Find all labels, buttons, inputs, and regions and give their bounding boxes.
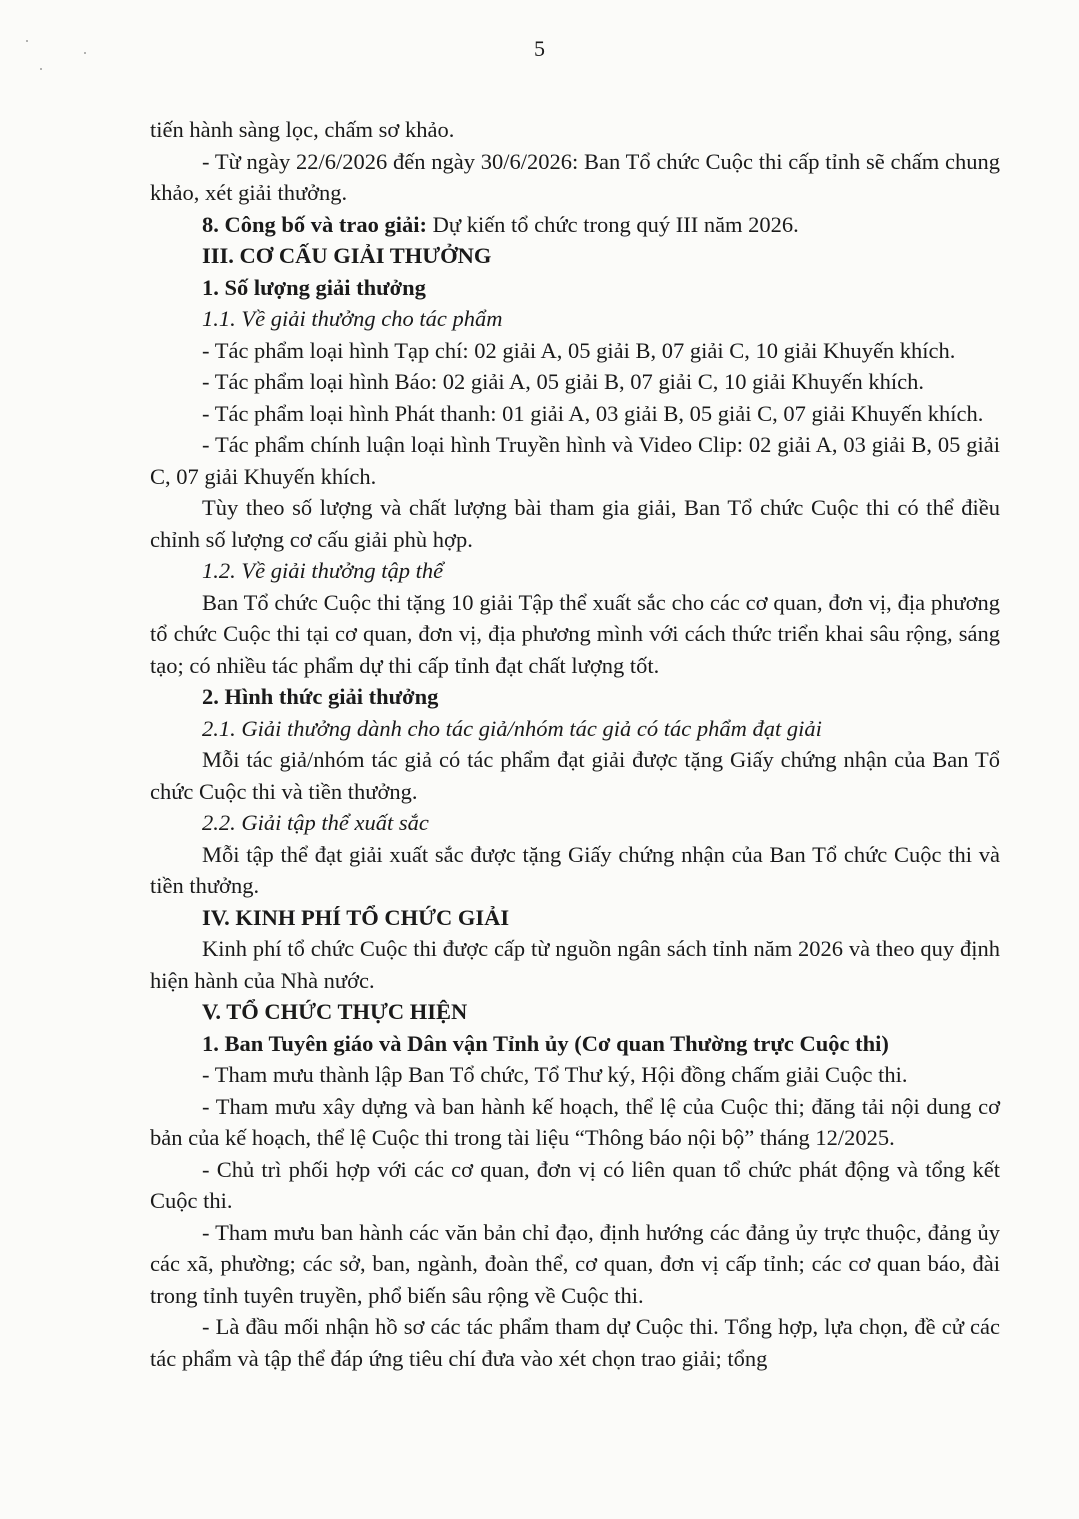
paragraph: - Tác phẩm loại hình Phát thanh: 01 giải A, 03 giải B, 05 giải C, 07 giải Khuyến khích. [202,400,984,426]
paragraph: - Tác phẩm loại hình Tạp chí: 02 giải A, 05 giải B, 07 giải C, 10 giải Khuyến khích. [202,337,956,363]
page-number: 5 [534,36,545,61]
paragraph: Kinh phí tổ chức Cuộc thi được cấp từ nguồn ngân sách tỉnh năm 2026 và theo quy định hiện hành của Nhà nước. [150,936,1000,993]
document-body [150,114,1000,1374]
paragraph: Ban Tổ chức Cuộc thi tặng 10 giải Tập thể xuất sắc cho các cơ quan, đơn vị, địa phương tổ chức Cuộc thi tại cơ quan, đơn vị, địa phương mình với cách thức triển khai sâu rộng, sáng tạo; có nhiều tác phẩm dự thi cấp tỉnh đạt chất lượng tốt. [150,589,1000,678]
subsection-heading: 1. Số lượng giải thưởng [202,274,426,300]
sub-subsection-heading: 2.2. Giải tập thể xuất sắc [202,810,429,835]
inline-text: Dự kiến tổ chức trong quý III năm 2026. [427,211,799,237]
section-heading: IV. KINH PHÍ TỔ CHỨC GIẢI [202,904,510,930]
sub-subsection-heading: 1.2. Về giải thưởng tập thể [202,558,444,583]
paragraph: - Tác phẩm loại hình Báo: 02 giải A, 05 giải B, 07 giải C, 10 giải Khuyến khích. [202,369,924,394]
subsection-heading: 1. Ban Tuyên giáo và Dân vận Tỉnh ủy (Cơ quan Thường trực Cuộc thi) [202,1030,889,1056]
inline-heading: 8. Công bố và trao giải: [202,211,427,237]
section-heading: V. TỔ CHỨC THỰC HIỆN [202,999,468,1024]
paragraph: Tùy theo số lượng và chất lượng bài tham gia giải, Ban Tổ chức Cuộc thi có thể điều chỉnh số lượng cơ cấu giải phù hợp. [150,495,1000,552]
paragraph: Mỗi tác giả/nhóm tác giả có tác phẩm đạt giải được tặng Giấy chứng nhận của Ban Tổ chức Cuộc thi và tiền thưởng. [150,747,1000,804]
paragraph: - Tham mưu xây dựng và ban hành kế hoạch, thể lệ của Cuộc thi; đăng tải nội dung cơ bản của kế hoạch, thể lệ Cuộc thi trong tài liệu “Thông báo nội bộ” tháng 12/2025. [150,1093,1000,1150]
subsection-heading: 2. Hình thức giải thưởng [202,684,439,709]
paragraph: - Tác phẩm chính luận loại hình Truyền hình và Video Clip: 02 giải A, 03 giải B, 05 giải C, 07 giải Khuyến khích. [150,432,1000,489]
sub-subsection-heading: 1.1. Về giải thưởng cho tác phẩm [202,306,503,331]
paragraph: Mỗi tập thể đạt giải xuất sắc được tặng Giấy chứng nhận của Ban Tổ chức Cuộc thi và tiền thưởng. [150,841,1000,898]
paragraph: - Là đầu mối nhận hồ sơ các tác phẩm tham dự Cuộc thi. Tổng hợp, lựa chọn, đề cử các tác phẩm và tập thể đáp ứng tiêu chí đưa vào xét chọn trao giải; tổng [150,1314,1000,1371]
paragraph: - Từ ngày 22/6/2026 đến ngày 30/6/2026: Ban Tổ chức Cuộc thi cấp tỉnh sẽ chấm chung khảo, xét giải thưởng. [150,148,1000,205]
paragraph: - Tham mưu ban hành các văn bản chỉ đạo, định hướng các đảng ủy trực thuộc, đảng ủy các xã, phường; các sở, ban, ngành, đoàn thể, cơ quan, đơn vị cấp tỉnh; các cơ quan báo, đài trong tỉnh tuyên truyền, phổ biến sâu rộng về Cuộc thi. [150,1219,1000,1308]
scan-speck [40,68,42,70]
sub-subsection-heading: 2.1. Giải thưởng dành cho tác giả/nhóm tác giả có tác phẩm đạt giải [202,715,822,741]
paragraph: - Tham mưu thành lập Ban Tổ chức, Tổ Thư ký, Hội đồng chấm giải Cuộc thi. [202,1062,908,1087]
paragraph: - Chủ trì phối hợp với các cơ quan, đơn vị có liên quan tổ chức phát động và tổng kết Cuộc thi. [150,1156,1000,1213]
paragraph [150,209,1000,241]
paragraph: tiến hành sàng lọc, chấm sơ khảo. [150,117,455,142]
section-heading: III. CƠ CẤU GIẢI THƯỞNG [202,243,492,268]
